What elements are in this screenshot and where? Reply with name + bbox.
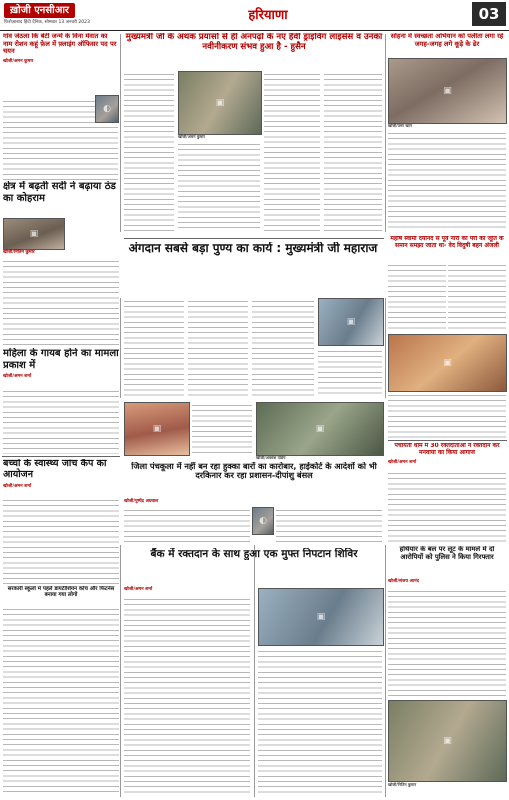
byline: खोजी/संजय आनंद xyxy=(388,579,420,584)
byline: खोजी/अमन शर्मा xyxy=(3,483,32,489)
article-photo xyxy=(256,402,384,456)
article-body xyxy=(178,141,260,231)
headline: सोहना में स्वच्छता अभियान को पलीता लगा रहे जगह-जगह लगे कूड़े के ढेर xyxy=(390,33,504,48)
headline: बैंक में रक्तदान के साथ हुआ एक मुफ्त निपटान शिविर xyxy=(150,548,358,560)
column-rule xyxy=(385,545,386,797)
article-body xyxy=(3,606,119,796)
brand-logo: ख़ोजी एनसीआर xyxy=(4,3,75,18)
article-body xyxy=(3,497,119,585)
photo-caption: खोजी/अमन कुमार xyxy=(178,134,205,139)
article-photo xyxy=(318,298,384,346)
article-a11 xyxy=(388,443,506,467)
camera-icon: ▣ xyxy=(443,358,452,368)
masthead xyxy=(0,0,509,31)
byline: खोजी/अमन शर्मा xyxy=(388,459,417,465)
article-a10 xyxy=(124,462,384,496)
article-a4-byline xyxy=(3,249,119,257)
dateline: फ़िरोज़ाबाद हिंदी दैनिक, सोमवार 13 जनवरी 2023 xyxy=(4,20,90,25)
article-body xyxy=(388,470,506,542)
person-icon: ◐ xyxy=(103,104,111,114)
article-photo xyxy=(124,402,190,456)
article-a3 xyxy=(388,33,506,57)
page-number: 03 xyxy=(472,2,506,26)
article-a5 xyxy=(125,242,381,294)
column-rule xyxy=(120,545,121,797)
column-rule xyxy=(385,298,386,398)
article-body xyxy=(264,71,320,231)
section-divider xyxy=(2,456,120,457)
article-photo xyxy=(388,700,507,782)
byline: खोजी/अमन शर्मा xyxy=(3,374,32,379)
article-body xyxy=(258,648,382,796)
article-body xyxy=(324,71,382,231)
article-a13-byline xyxy=(388,578,506,586)
article-a12 xyxy=(124,548,384,584)
article-body xyxy=(3,258,119,346)
article-photo xyxy=(388,58,507,124)
article-a2 xyxy=(124,33,384,69)
section-title: हरियाणा xyxy=(248,8,288,23)
article-body xyxy=(448,262,506,332)
byline: खोजी/नितिन कुमार xyxy=(3,250,35,255)
headline: सरकारी स्कूलों में पहले डायटीशियन कोच और फिटनेस बनाया गया लोगो xyxy=(7,586,115,599)
article-body xyxy=(388,588,506,698)
camera-icon: ▣ xyxy=(215,98,225,108)
article-body xyxy=(124,596,250,796)
article-body xyxy=(388,262,446,332)
article-body xyxy=(252,298,314,398)
camera-icon: ▣ xyxy=(443,86,452,96)
article-body xyxy=(192,402,252,454)
headline: जिला पंचकूला में नहीं बन रहा हुक्का बारों का कारोबार, हाईकोर्ट के आदेशों को भी दरकिनार कर रहा प्रशासन-दीपांशु बंसल xyxy=(131,462,377,481)
section-divider xyxy=(388,440,507,441)
article-a12-byline xyxy=(124,586,250,594)
article-body xyxy=(124,507,250,543)
column-rule xyxy=(120,34,121,232)
headline: क्षेत्र में बढ़ती सर्दी ने बढ़ाया ठंड का कोहराम xyxy=(3,181,116,204)
headline: महिला के गायब होने का मामला प्रकाश में xyxy=(3,348,119,371)
photo-caption: खोजी/अवधेश पांडेय xyxy=(256,455,286,460)
portrait-photo xyxy=(95,95,119,123)
article-body xyxy=(318,348,382,398)
article-a4 xyxy=(3,181,119,223)
article-photo xyxy=(388,334,507,392)
article-a8 xyxy=(3,459,119,493)
article-body xyxy=(124,298,184,398)
article-body xyxy=(388,130,506,232)
article-body xyxy=(124,71,174,231)
headline: अंगदान सबसे बड़ा पुण्य का कार्य : मुख्यमंत्री जी महाराज xyxy=(128,242,378,255)
photo-caption: खोजी/नितिन कुमार xyxy=(388,782,417,787)
article-a7 xyxy=(3,348,119,384)
byline: खोजी/पुष्पेंद्र अग्रवाल xyxy=(124,499,159,504)
article-body xyxy=(388,392,506,438)
column-rule xyxy=(120,298,121,398)
camera-icon: ▣ xyxy=(315,424,325,434)
article-a9 xyxy=(3,586,119,604)
article-body xyxy=(3,388,119,454)
camera-icon: ▣ xyxy=(443,736,452,746)
article-a1 xyxy=(3,33,118,99)
headline: पंचायती धाम में 30 रक्तदाताओं ने रक्तदान कर मनवाया का किया आगाज xyxy=(394,443,500,456)
headline: महर्षि स्वामी दयानंद से पूर्व नारी को पैरों की जूति के समान समझा जाता था- वेद विदुषी बहन अंजली xyxy=(390,236,504,249)
camera-icon: ▣ xyxy=(346,317,356,327)
byline: खोजी/अमन कुमार xyxy=(3,58,34,64)
article-photo xyxy=(178,71,262,135)
column-rule xyxy=(385,34,386,232)
article-a13 xyxy=(388,546,506,576)
headline: गांव जेठला कि बेटी जन्में के विना मेवात का नाम रोशन कहूं फ़ेल में फ़्लाइंग ऑफिसर पद पर चयन xyxy=(3,33,117,56)
article-body xyxy=(276,507,382,543)
headline: मुख्यमंत्री जी के अथक प्रयासों से ही अनपढ़ों के नए हैवी ड्राइविंग लाइसेंस व उनका नवीनीकरण संभव हुआ है - हुसैन xyxy=(125,33,383,52)
article-a6 xyxy=(388,236,506,260)
article-body xyxy=(188,298,248,398)
article-photo xyxy=(3,218,65,250)
byline: खोजी/अमन शर्मा xyxy=(124,587,153,592)
person-icon: ◐ xyxy=(259,516,267,526)
section-divider xyxy=(124,238,384,239)
article-photo xyxy=(258,588,384,646)
article-a10-byline xyxy=(124,498,384,506)
camera-icon: ▣ xyxy=(29,229,39,239)
headline: बच्चों के स्वास्थ्य जांच कैंप का आयोजन xyxy=(3,459,107,480)
portrait-photo xyxy=(252,507,274,535)
camera-icon: ▣ xyxy=(316,612,326,622)
photo-caption: खोजी/उमर खान xyxy=(388,123,412,128)
camera-icon: ▣ xyxy=(152,424,162,434)
headline: हथियार के बल पर लूट के मामले में दो आरोपियों को पुलिस ने किया गिरफ्तार xyxy=(399,546,495,561)
